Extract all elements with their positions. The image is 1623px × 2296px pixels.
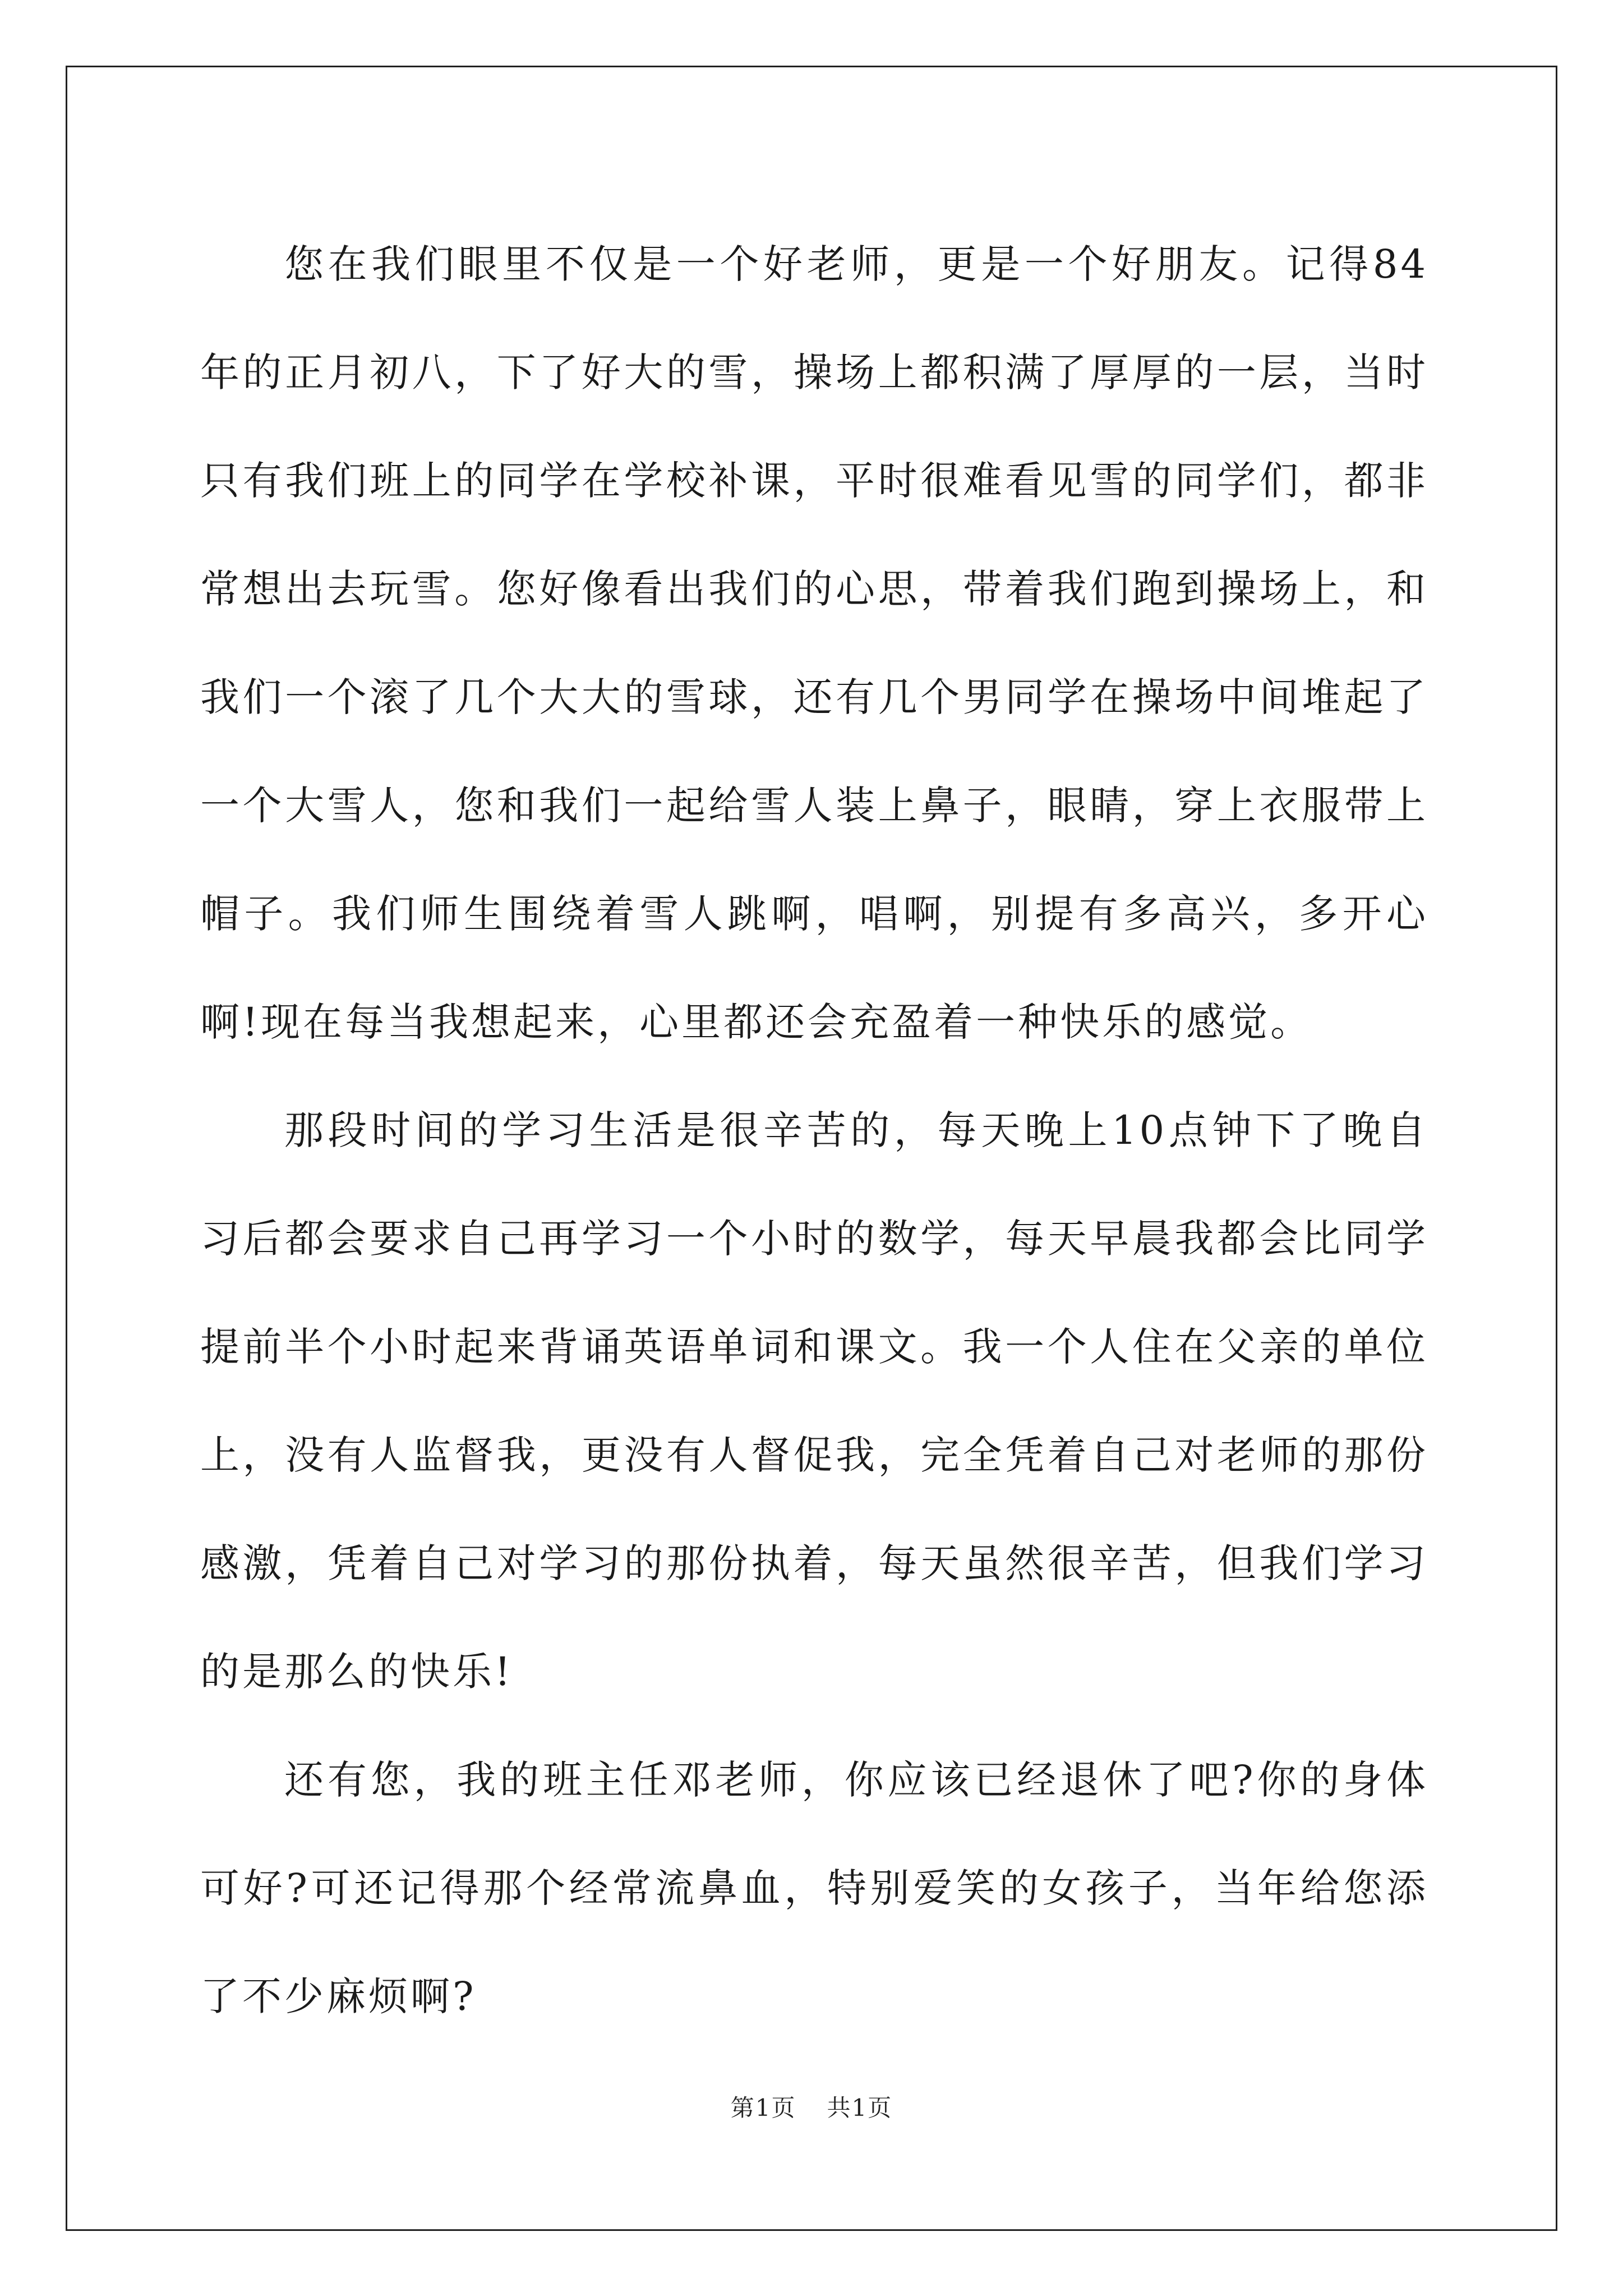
- paragraph-2: 那段时间的学习生活是很辛苦的，每天晚上10点钟下了晚自习后都会要求自己再学习一个小时的数学，每天早晨我都会比同学提前半个小时起来背诵英语单词和课文。我一个人住在父亲的单位上，没有人监督我，更没有人督促我，完全凭着自己对老师的那份感激，凭着自己对学习的那份执着，每天虽然很辛苦，但我们学习的是那么的快乐!: [200, 1107, 1428, 1695]
- page-footer: [0, 2091, 1623, 2125]
- page-number-total: 共1页: [827, 2094, 893, 2122]
- document-body: [200, 210, 1428, 2051]
- paragraph-3: 还有您，我的班主任邓老师，你应该已经退休了吧?你的身体可好?可还记得那个经常流鼻血，特别爱笑的女孩子，当年给您添了不少麻烦啊?: [200, 1757, 1428, 2019]
- page-number-current: 第1页: [730, 2094, 796, 2122]
- paragraph-1: 您在我们眼里不仅是一个好老师，更是一个好朋友。记得84年的正月初八，下了好大的雪，操场上都积满了厚厚的一层，当时只有我们班上的同学在学校补课，平时很难看见雪的同学们，都非常想出去玩雪。您好像看出我们的心思，带着我们跑到操场上，和我们一个滚了几个大大的雪球，还有几个男同学在操场中间堆起了一个大雪人，您和我们一起给雪人装上鼻子，眼睛，穿上衣服带上帽子。我们师生围绕着雪人跳啊，唱啊，别提有多高兴，多开心啊!现在每当我想起来，心里都还会充盈着一种快乐的感觉。: [200, 241, 1428, 1045]
